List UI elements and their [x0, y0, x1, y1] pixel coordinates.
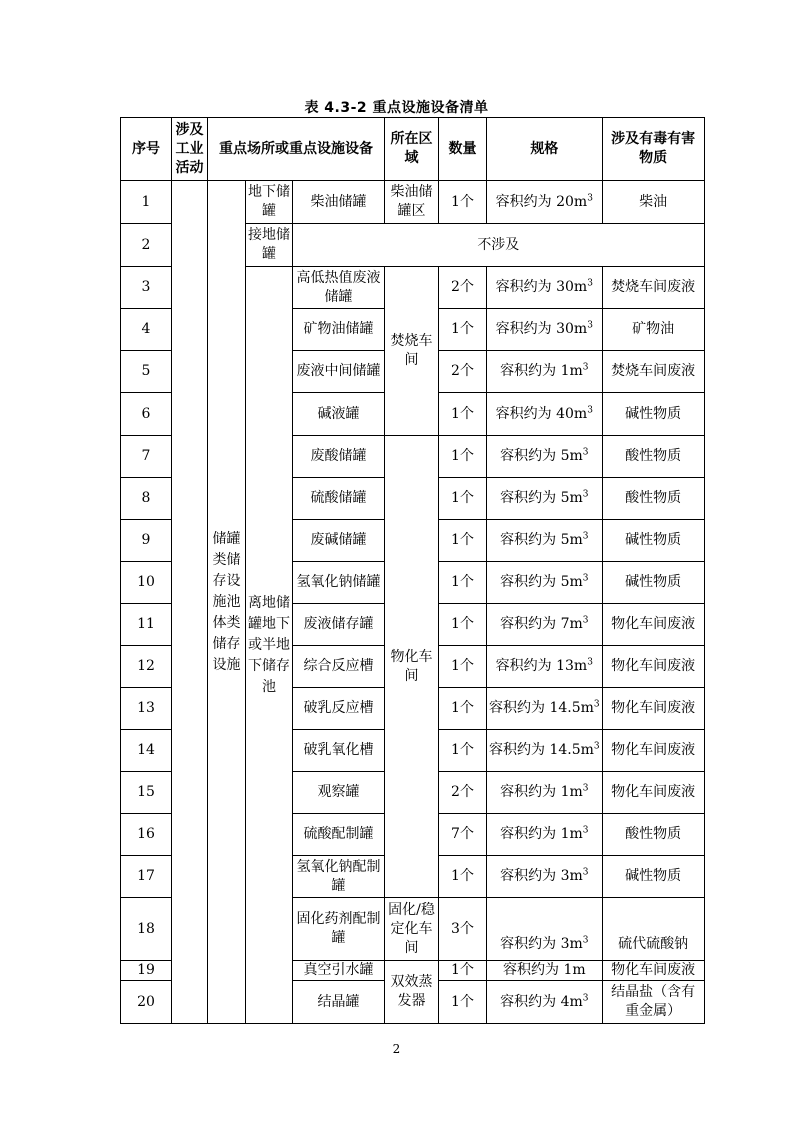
facility-name: 碱液罐 — [293, 393, 385, 436]
substance-cell: 酸性物质 — [602, 478, 704, 520]
header-facility: 重点场所或重点设施设备 — [208, 118, 385, 181]
substance-cell: 物化车间废液 — [602, 772, 704, 814]
facility-name: 柴油储罐 — [293, 181, 385, 224]
spec-text: 容积约为 7m — [500, 616, 583, 632]
quantity-cell: 1个 — [439, 604, 487, 646]
substance-cell: 结晶盐（含有重金属） — [602, 981, 704, 1024]
facility-name: 固化药剂配制罐 — [293, 898, 385, 961]
spec-text: 容积约为 5m — [500, 490, 583, 506]
spec-exponent: 3 — [593, 741, 600, 752]
spec-exponent: 3 — [593, 699, 600, 710]
spec-text: 容积约为 14.5m — [489, 742, 594, 758]
substance-cell: 酸性物质 — [602, 814, 704, 856]
quantity-cell: 1个 — [439, 520, 487, 562]
facility-name: 观察罐 — [293, 772, 385, 814]
quantity-cell: 2个 — [439, 772, 487, 814]
area-cell: 柴油储罐区 — [385, 181, 439, 224]
row-number: 13 — [121, 688, 172, 730]
spec-cell — [487, 393, 603, 436]
spec-exponent: 3 — [582, 362, 589, 373]
facility-name: 氢氧化钠储罐 — [293, 562, 385, 604]
row-number: 7 — [121, 436, 172, 478]
quantity-cell: 7个 — [439, 814, 487, 856]
spec-cell — [487, 898, 603, 961]
substance-cell: 柴油 — [602, 181, 704, 224]
substance-cell: 酸性物质 — [602, 436, 704, 478]
header-substance: 涉及有毒有害物质 — [602, 118, 704, 181]
header-spec: 规格 — [487, 118, 603, 181]
header-qty: 数量 — [439, 118, 487, 181]
spec-exponent: 3 — [587, 278, 593, 289]
substance-cell: 焚烧车间废液 — [602, 351, 704, 393]
spec-text: 容积约为 30m — [495, 279, 588, 295]
facility-name: 破乳反应槽 — [293, 688, 385, 730]
substance-cell: 物化车间废液 — [602, 688, 704, 730]
substance-cell: 碱性物质 — [602, 562, 704, 604]
facility-table — [120, 117, 705, 1024]
quantity-cell: 1个 — [439, 309, 487, 351]
spec-text: 容积约为 1m — [500, 826, 583, 842]
spec-exponent: 3 — [582, 531, 589, 542]
spec-text: 容积约为 20m — [495, 193, 588, 210]
facility-name: 矿物油储罐 — [293, 309, 385, 351]
spec-cell — [487, 730, 603, 772]
spec-cell — [487, 562, 603, 604]
spec-text: 容积约为 4m — [500, 993, 583, 1010]
substance-cell: 碱性物质 — [602, 856, 704, 898]
facility-name: 氢氧化钠配制罐 — [293, 856, 385, 898]
spec-cell — [487, 351, 603, 393]
substance-cell: 物化车间废液 — [602, 604, 704, 646]
quantity-cell: 3个 — [439, 898, 487, 961]
spec-cell — [487, 436, 603, 478]
substance-cell: 硫代硫酸钠 — [602, 898, 704, 961]
spec-text: 容积约为 5m — [500, 574, 583, 590]
row-number: 11 — [121, 604, 172, 646]
spec-text: 容积约为 5m — [500, 532, 583, 548]
spec-text: 容积约为 14.5m — [489, 700, 594, 716]
row-number: 3 — [121, 267, 172, 309]
row-number: 6 — [121, 393, 172, 436]
quantity-cell: 1个 — [439, 730, 487, 772]
facility-name: 综合反应槽 — [293, 646, 385, 688]
row-number: 16 — [121, 814, 172, 856]
facility-name: 废酸储罐 — [293, 436, 385, 478]
substance-cell: 碱性物质 — [602, 520, 704, 562]
row-number: 9 — [121, 520, 172, 562]
table-row — [121, 181, 705, 224]
area-cell: 固化/稳定化车间 — [385, 898, 439, 961]
spec-exponent: 3 — [582, 573, 589, 584]
spec-exponent: 3 — [582, 489, 589, 500]
not-involved-cell: 不涉及 — [293, 224, 705, 267]
spec-cell — [487, 478, 603, 520]
quantity-cell: 1个 — [439, 688, 487, 730]
row-number: 4 — [121, 309, 172, 351]
facility-name: 高低热值废液储罐 — [293, 267, 385, 309]
group-above-ground-tank: 离地储罐地下或半地下储存池 — [246, 267, 293, 1024]
spec-exponent: 3 — [582, 447, 589, 458]
spec-exponent: 3 — [582, 615, 589, 626]
spec-cell — [487, 604, 603, 646]
page-number: 2 — [392, 1042, 401, 1056]
spec-cell — [487, 961, 603, 981]
row-number: 20 — [121, 981, 172, 1024]
spec-exponent: 3 — [582, 825, 589, 836]
quantity-cell: 1个 — [439, 393, 487, 436]
row-number: 1 — [121, 181, 172, 224]
row-number: 2 — [121, 224, 172, 267]
substance-cell: 物化车间废液 — [602, 730, 704, 772]
spec-exponent: 3 — [587, 404, 593, 415]
spec-text: 容积约为 3m — [500, 868, 583, 884]
header-activity: 涉及工业活动 — [172, 118, 208, 181]
row-number: 8 — [121, 478, 172, 520]
spec-text: 容积约为 1m — [500, 363, 583, 379]
spec-cell — [487, 520, 603, 562]
group-underground-tank: 地下储罐 — [246, 181, 293, 224]
spec-exponent: 3 — [587, 192, 593, 203]
spec-text: 容积约为 40m — [495, 405, 588, 422]
facility-name: 真空引水罐 — [293, 961, 385, 981]
facility-name: 废液中间储罐 — [293, 351, 385, 393]
spec-exponent: 3 — [582, 992, 589, 1003]
substance-cell: 物化车间废液 — [602, 961, 704, 981]
quantity-cell: 1个 — [439, 981, 487, 1024]
spec-text: 容积约为 13m — [495, 658, 588, 674]
quantity-cell: 1个 — [439, 436, 487, 478]
spec-cell — [487, 856, 603, 898]
quantity-cell: 1个 — [439, 646, 487, 688]
row-number: 10 — [121, 562, 172, 604]
spec-cell — [487, 814, 603, 856]
facility-name: 结晶罐 — [293, 981, 385, 1024]
header-area: 所在区域 — [385, 118, 439, 181]
spec-text: 容积约为 1m — [503, 962, 586, 978]
quantity-cell: 2个 — [439, 351, 487, 393]
row-number: 15 — [121, 772, 172, 814]
row-number: 14 — [121, 730, 172, 772]
area-cell: 双效蒸发器 — [385, 961, 439, 1024]
spec-cell — [487, 267, 603, 309]
substance-cell: 矿物油 — [602, 309, 704, 351]
spec-cell — [487, 772, 603, 814]
quantity-cell: 1个 — [439, 478, 487, 520]
area-cell: 物化车间 — [385, 436, 439, 898]
row-number: 19 — [121, 961, 172, 981]
spec-cell — [487, 981, 603, 1024]
facility-name: 硫酸配制罐 — [293, 814, 385, 856]
activity-cell — [172, 181, 208, 1024]
spec-cell — [487, 309, 603, 351]
row-number: 5 — [121, 351, 172, 393]
spec-exponent: 3 — [582, 867, 589, 878]
quantity-cell: 2个 — [439, 267, 487, 309]
spec-cell — [487, 688, 603, 730]
row-number: 12 — [121, 646, 172, 688]
facility-name: 废液储存罐 — [293, 604, 385, 646]
quantity-cell: 1个 — [439, 856, 487, 898]
spec-cell — [487, 181, 603, 224]
facility-name: 硫酸储罐 — [293, 478, 385, 520]
substance-cell: 物化车间废液 — [602, 646, 704, 688]
area-cell: 焚烧车间 — [385, 267, 439, 436]
substance-cell: 碱性物质 — [602, 393, 704, 436]
quantity-cell: 1个 — [439, 961, 487, 981]
category-storage-facilities: 储罐类储存设施池体类储存设施 — [208, 181, 246, 1024]
spec-text: 容积约为 3m — [500, 936, 583, 952]
table-title: 表 4.3-2 重点设施设备清单 — [304, 100, 489, 116]
facility-name: 破乳氧化槽 — [293, 730, 385, 772]
spec-exponent: 3 — [587, 320, 593, 331]
quantity-cell: 1个 — [439, 562, 487, 604]
header-row — [121, 118, 705, 181]
spec-exponent: 3 — [582, 783, 589, 794]
header-seq: 序号 — [121, 118, 172, 181]
spec-text: 容积约为 30m — [495, 321, 588, 337]
substance-cell: 焚烧车间废液 — [602, 267, 704, 309]
facility-name: 废碱储罐 — [293, 520, 385, 562]
row-number: 18 — [121, 898, 172, 961]
spec-exponent: 3 — [582, 935, 589, 946]
quantity-cell: 1个 — [439, 181, 487, 224]
spec-exponent: 3 — [587, 657, 593, 668]
spec-text: 容积约为 5m — [500, 448, 583, 464]
spec-cell — [487, 646, 603, 688]
spec-text: 容积约为 1m — [500, 784, 583, 800]
group-ground-contact-tank: 接地储罐 — [246, 224, 293, 267]
row-number: 17 — [121, 856, 172, 898]
